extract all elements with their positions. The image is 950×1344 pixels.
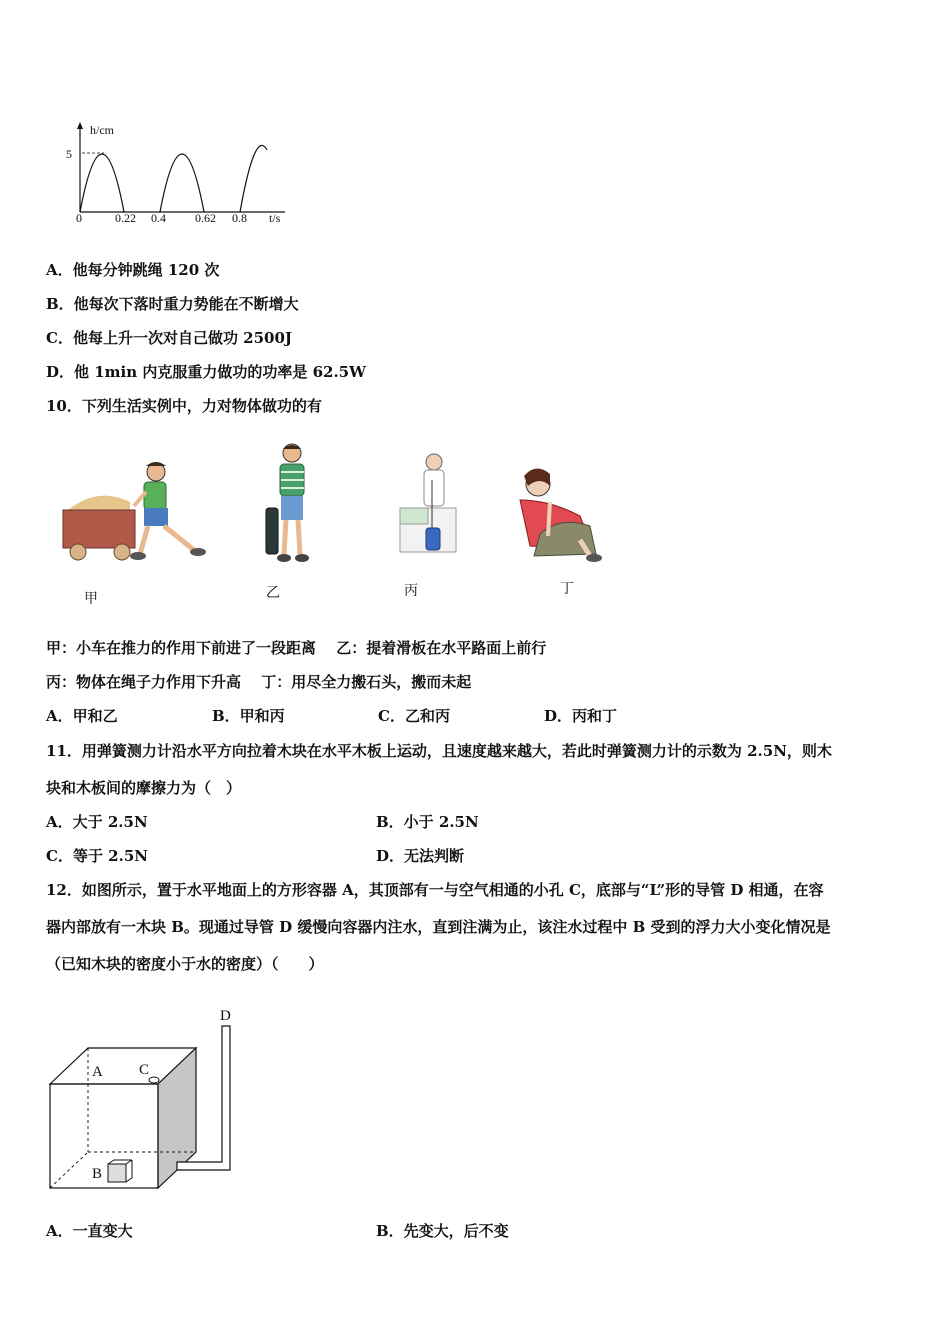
- x-tick-08: 0.8: [232, 211, 247, 225]
- illustration-carry-board: [262, 442, 322, 566]
- q10-stem: 10．下列生活实例中，力对物体做功的有: [46, 397, 322, 415]
- q9-option-d: D．他 1min 内克服重力做功的功率是 62.5W: [46, 363, 366, 381]
- q9-option-b: B．他每次下落时重力势能在不断增大: [46, 295, 299, 313]
- q9-option-a: A．他每分钟跳绳 120 次: [46, 261, 220, 279]
- q9-option-c: C．他每上升一次对自己做功 2500J: [46, 329, 293, 347]
- y-axis-label: h/cm: [90, 123, 114, 137]
- q10-desc-2: 丙：物体在绳子力作用下升高 丁：用尽全力搬石头，搬而未起: [46, 673, 472, 691]
- x-tick-0: 0: [76, 211, 82, 225]
- label-b: B: [92, 1166, 103, 1182]
- illustration-push-rock: [510, 456, 630, 564]
- q10-option-b: B．甲和丙: [212, 707, 285, 725]
- illustration-lift-rope: [394, 452, 460, 556]
- container-diagram: [40, 1000, 260, 1200]
- q11-stem-1: 11．用弹簧测力计沿水平方向拉着木块在水平木板上运动，且速度越来越大，若此时弹簧测力计的示数为 2.5N，则木: [46, 742, 832, 760]
- x-tick-04: 0.4: [151, 211, 166, 225]
- label-a: A: [92, 1064, 103, 1080]
- q12-option-b: B．先变大，后不变: [376, 1222, 509, 1240]
- q11-option-a: A．大于 2.5N: [46, 813, 148, 831]
- illustration-push-cart: [58, 458, 218, 566]
- q10-desc-1: 甲：小车在推力的作用下前进了一段距离 乙：提着滑板在水平路面上前行: [46, 639, 547, 657]
- q12-stem-1: 12．如图所示，置于水平地面上的方形容器 A，其顶部有一与空气相通的小孔 C，底部与“L”形的导管 D 相通，在容: [46, 881, 824, 899]
- q12-option-a: A．一直变大: [46, 1222, 133, 1240]
- jump-curve-3: [240, 145, 267, 212]
- q12-stem-2: 器内部放有一木块 B。现通过导管 D 缓慢向容器内注水，直到注满为止，该注水过程中 B 受到的浮力大小变化情况是: [46, 918, 831, 936]
- q10-option-a: A．甲和乙: [46, 707, 118, 725]
- y-tick-5: 5: [66, 147, 72, 161]
- q10-option-c: C．乙和丙: [378, 707, 450, 725]
- height-time-graph: [60, 118, 300, 230]
- jump-curve-1: [80, 154, 124, 212]
- label-c: C: [139, 1062, 150, 1078]
- q10-option-d: D．丙和丁: [544, 707, 618, 725]
- caption-ding: 丁: [560, 581, 574, 597]
- x-tick-062: 0.62: [195, 211, 216, 225]
- x-axis-label: t/s: [269, 211, 281, 225]
- hole-c: [149, 1077, 159, 1083]
- q12-stem-3: （已知木块的密度小于水的密度）（ ）: [46, 955, 324, 973]
- label-d: D: [220, 1008, 231, 1024]
- caption-jia: 甲: [84, 591, 98, 607]
- caption-bing: 丙: [404, 583, 418, 599]
- jump-curve-2: [160, 154, 204, 212]
- q11-stem-2: 块和木板间的摩擦力为（ ）: [46, 779, 242, 797]
- q11-option-d: D．无法判断: [376, 847, 465, 865]
- caption-yi: 乙: [266, 585, 280, 601]
- x-tick-022: 0.22: [115, 211, 136, 225]
- q11-option-c: C．等于 2.5N: [46, 847, 148, 865]
- q10-options: [46, 706, 617, 726]
- wood-block-b: [108, 1164, 126, 1182]
- q11-option-b: B．小于 2.5N: [376, 813, 479, 831]
